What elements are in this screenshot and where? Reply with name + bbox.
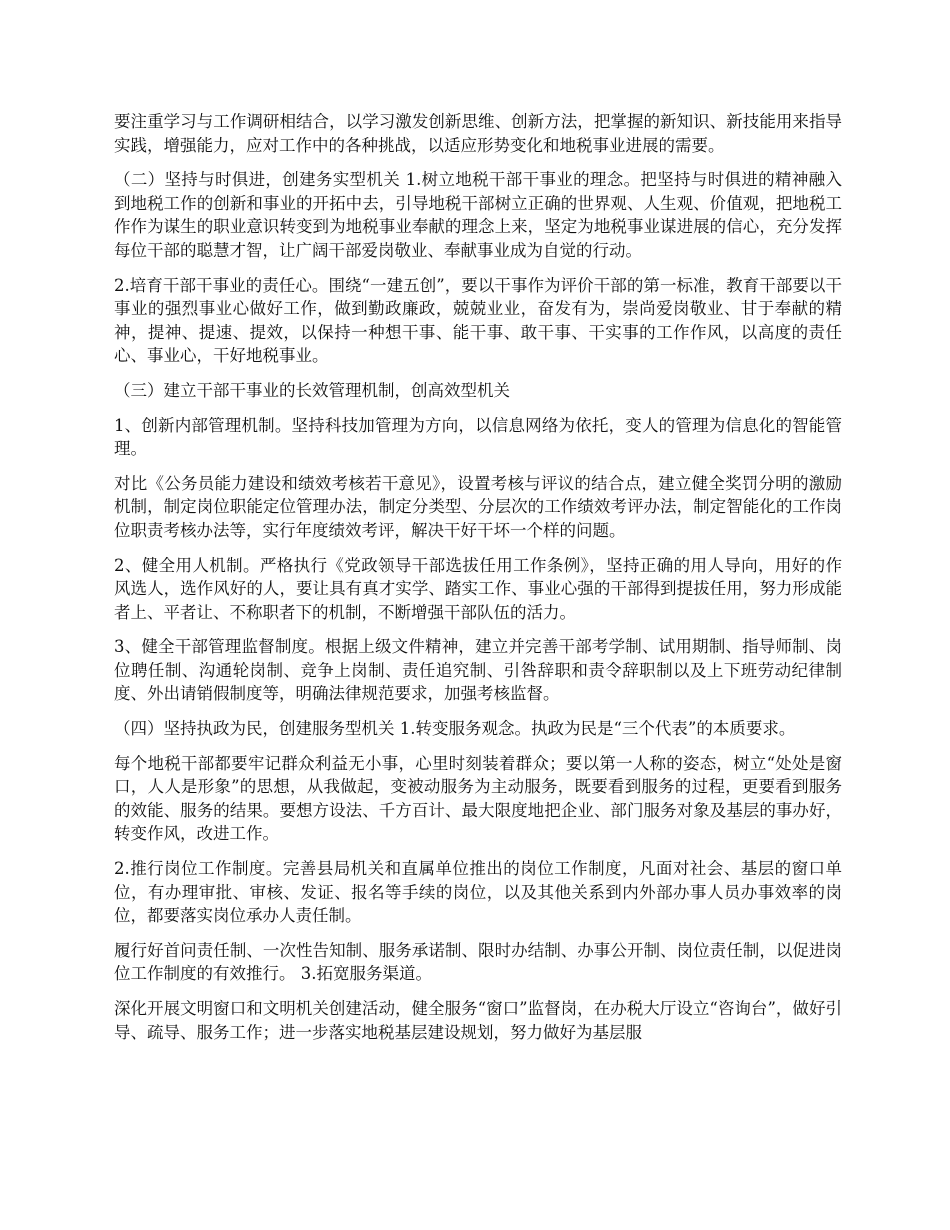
paragraph-item-supervision-system: 3、健全干部管理监督制度。根据上级文件精神，建立并完善干部考学制、试用期制、指导师制、岗位聘任制、沟通轮岗制、竞争上岗制、责任追究制、引咎辞职和责令辞职制以及上下班劳动纪律制度、外出请销假制度等，明确法律规范要求，加强考核监督。: [114, 637, 842, 704]
paragraph-service-channels: 深化开展文明窗口和文明机关创建活动，健全服务“窗口”监督岗，在办税大厅设立“咨询台”，做好引导、疏导、服务工作；进一步落实地税基层建设规划，努力做好为基层服: [114, 999, 842, 1042]
paragraph-performance-evaluation: 对比《公务员能力建设和绩效考核若干意见》，设置考核与评议的结合点，建立健全奖罚分明的激励机制，制定岗位职能定位管理办法，制定分类型、分层次的工作绩效考评办法，制定智能化的工作岗位职责考核办法等，实行年度绩效考评，解决干好干坏一个样的问题。: [114, 473, 842, 540]
paragraph-item-post-system: 2.推行岗位工作制度。完善县局机关和直属单位推出的岗位工作制度，凡面对社会、基层的窗口单位，有办理审批、审核、发证、报名等手续的岗位，以及其他关系到内外部办事人员办事效率的岗位，都要落实岗位承办人责任制。: [114, 859, 842, 926]
section-heading-3: （三）建立干部干事业的长效管理机制，创高效型机关: [114, 380, 510, 400]
paragraph-item-responsibility: 2.培育干部干事业的责任心。围绕“一建五创”，要以干事作为评价干部的第一标准，教育干部要以干事业的强烈事业心做好工作，做到勤政廉政，兢兢业业，奋发有为，崇尚爱岗敬业、甘于奉献的精神，提神、提速、提效，以保持一种想干事、能干事、敢干事、干实事的工作作风，以高度的责任心、事业心，干好地税事业。: [114, 275, 842, 366]
paragraph-section-2: （二）坚持与时俱进，创建务实型机关 1.树立地税干部干事业的理念。把坚持与时俱进的精神融入到地税工作的创新和事业的开拓中去，引导地税干部树立正确的世界观、人生观、价值观，把地税工作作为谋生的职业意识转变到为地税事业奉献的理念上来，坚定为地税事业谋进展的信心，充分发挥每位干部的聪慧才智，让广阔干部爱岗敬业、奉献事业成为自觉的行动。: [114, 170, 842, 260]
paragraph-responsibility-systems: 履行好首问责任制、一次性告知制、服务承诺制、限时办结制、办事公开制、岗位责任制，以促进岗位工作制度的有效推行。 3.拓宽服务渠道。: [114, 940, 842, 984]
paragraph-continuation: 要注重学习与工作调研相结合，以学习激发创新思维、创新方法，把掌握的新知识、新技能用来指导实践，增强能力，应对工作中的各种挑战，以适应形势变化和地税事业进展的需要。: [114, 112, 842, 155]
paragraph-item-employment-mechanism: 2、健全用人机制。严格执行《党政领导干部选拔任用工作条例》，坚持正确的用人导向，用好的作风选人，选作风好的人，要让具有真才实学、踏实工作、事业心强的干部得到提拔任用，努力形成能者上、平者让、不称职者下的机制，不断增强干部队伍的活力。: [114, 555, 842, 622]
paragraph-service-attitude: 每个地税干部都要牢记群众利益无小事，心里时刻装着群众；要以第一人称的姿态，树立“处处是窗口，人人是形象”的思想，从我做起，变被动服务为主动服务，既要看到服务的过程，更要看到服务的效能、服务的结果。要想方设法、千方百计、最大限度地把企业、部门服务对象及基层的事办好，转变作风，改进工作。: [114, 753, 842, 844]
paragraph-item-internal-management: 1、创新内部管理机制。坚持科技加管理为方向，以信息网络为依托，变人的管理为信息化的智能管理。: [114, 415, 842, 459]
document-body: [114, 110, 842, 1055]
paragraph-section-4: （四）坚持执政为民，创建服务型机关 1.转变服务观念。执政为民是“三个代表”的本质要求。: [114, 719, 796, 739]
